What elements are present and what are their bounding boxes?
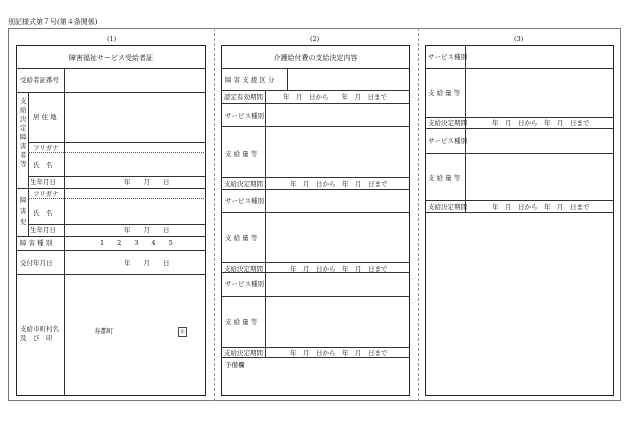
p2-block1-period-label: 支給決定期間 (224, 180, 263, 188)
furigana-label: フリガナ (33, 144, 59, 152)
municipal-seal: 印 (178, 327, 187, 337)
p2-block1-service-label: サービス種別 (225, 112, 264, 120)
furigana2-label: フリガナ (33, 190, 59, 198)
child-side-label: 障 害 児 (20, 196, 27, 226)
section-number-2: (2) (310, 35, 320, 43)
name-label: 氏 名 (33, 161, 53, 169)
disability-class-values: 1 2 3 4 5 (100, 239, 173, 247)
cert-period-label: 認定有効期間 (224, 93, 263, 101)
p1-title: 障害福祉サービス受給者証 (69, 54, 153, 62)
panel-3-frame (425, 45, 614, 396)
dob-label: 生年月日 (30, 178, 56, 186)
p2-block1-amount-label: 支 給 量 等 (225, 150, 258, 158)
municipality-label-2: 及 び 印 (20, 334, 53, 342)
p3-block2-period-label: 支給決定期間 (428, 203, 467, 211)
p2-title: 介護給付費の支給決定内容 (273, 54, 358, 62)
municipality-value: 寿都町 (94, 327, 114, 335)
issue-date-label: 交付年月日 (20, 259, 53, 267)
municipality-label-1: 支給市町村名 (20, 325, 59, 333)
p2-block1-period-value: 年 月 日から 年 月 日まで (290, 180, 388, 188)
p3-block1-period-value: 年 月 日から 年 月 日まで (492, 119, 590, 127)
p2-block2-amount-label: 支 給 量 等 (225, 234, 258, 242)
panel-divider-2 (418, 28, 419, 401)
p3-block1-service-label: サービス種別 (428, 53, 467, 61)
issue-date-value: 年 月 日 (124, 259, 170, 267)
support-class-label: 障 害 支 援 区 分 (225, 76, 275, 84)
p3-block2-period-value: 年 月 日から 年 月 日まで (492, 203, 590, 211)
section-number-1: (1) (107, 35, 117, 43)
disability-class-label: 障 害 種 別 (20, 239, 53, 247)
address-label: 居 住 地 (33, 113, 57, 121)
p3-block1-period-label: 支給決定期間 (428, 119, 467, 127)
p2-block2-period-value: 年 月 日から 年 月 日まで (290, 265, 388, 273)
dob2-label: 生年月日 (30, 226, 56, 234)
applicant-side-label: 支 給 決 定 障 害 者 等 (20, 97, 27, 168)
p2-block3-amount-label: 支 給 量 等 (225, 318, 258, 326)
dob2-value: 年 月 日 (124, 226, 170, 234)
p2-block2-service-label: サービス種別 (225, 197, 264, 205)
name2-label: 氏 名 (33, 209, 53, 217)
p2-block3-period-value: 年 月 日から 年 月 日まで (290, 349, 388, 357)
cert-period-value: 年 月 日から 年 月 日まで (283, 93, 387, 101)
panel-1-frame (16, 45, 206, 396)
p3-block2-amount-label: 支 給 量 等 (428, 174, 461, 182)
dob-value: 年 月 日 (124, 178, 170, 186)
p3-block1-amount-label: 支 給 量 等 (428, 89, 461, 97)
panel-divider-1 (214, 28, 215, 401)
remarks-label: 予備欄 (225, 361, 245, 369)
recipient-number-label: 受給者証番号 (20, 76, 59, 84)
p3-block2-service-label: サービス種別 (428, 137, 467, 145)
p2-block3-service-label: サービス種別 (225, 280, 264, 288)
p2-block3-period-label: 支給決定期間 (224, 349, 263, 357)
section-number-3: (3) (514, 35, 524, 43)
p2-block2-period-label: 支給決定期間 (224, 265, 263, 273)
form-title: 別記様式第７号(第４条関係) (8, 18, 98, 26)
